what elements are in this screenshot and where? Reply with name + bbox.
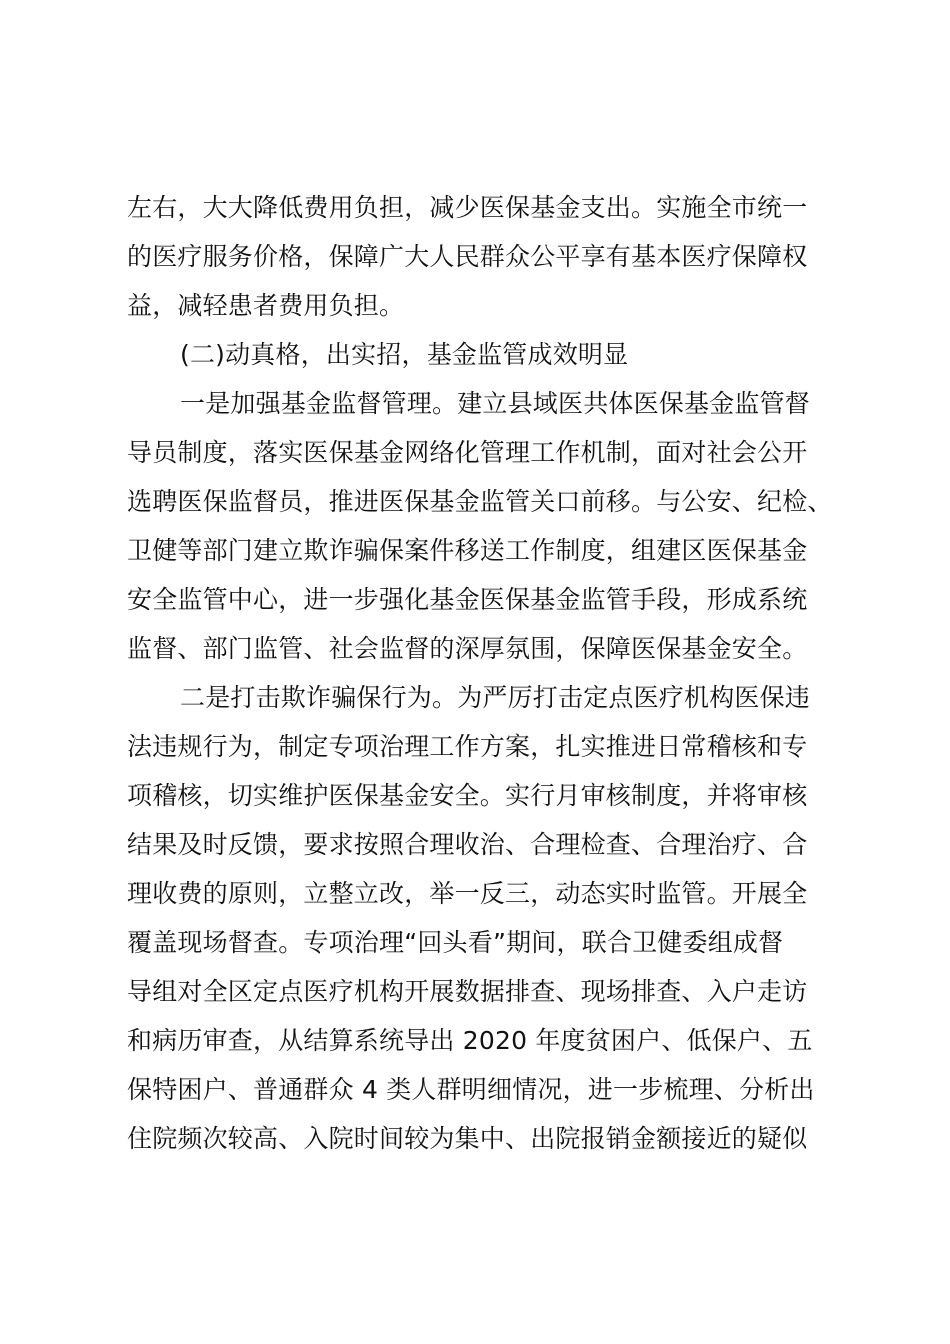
- text-line: 项稽核，切实维护医保基金安全。实行月审核制度，并将审核: [127, 781, 808, 810]
- text-line: 监督、部门监管、社会监督的深厚氛围，保障医保基金安全。: [127, 634, 808, 663]
- text-line: 左右，大大降低费用负担，减少医保基金支出。实施全市统一: [127, 193, 808, 222]
- text-line: 理收费的原则，立整立改，举一反三，动态实时监管。开展全: [127, 879, 808, 908]
- text-line: 法违规行为，制定专项治理工作方案，扎实推进日常稽核和专: [127, 732, 808, 761]
- text-line: 安全监管中心，进一步强化基金医保基金监管手段，形成系统: [127, 585, 808, 614]
- text-line: 导组对全区定点医疗机构开展数据排查、现场排查、入户走访: [127, 977, 808, 1006]
- text-line: 保特困户、普通群众 4 类人群明细情况，进一步梳理、分析出: [127, 1075, 815, 1104]
- text-line: 覆盖现场督查。专项治理“回头看”期间，联合卫健委组成督: [127, 928, 784, 957]
- text-line: 结果及时反馈，要求按照合理收治、合理检查、合理治疗、合: [127, 830, 808, 859]
- text-line: 的医疗服务价格，保障广大人民群众公平享有基本医疗保障权: [127, 242, 808, 271]
- text-line: 住院频次较高、入院时间较为集中、出院报销金额接近的疑似: [127, 1124, 808, 1153]
- paragraph-start-line: 二是打击欺诈骗保行为。为严厉打击定点医疗机构医保违: [180, 683, 811, 712]
- text-line: 和病历审查，从结算系统导出 2020 年度贫困户、低保户、五: [127, 1026, 813, 1055]
- text-line: 益，减轻患者费用负担。: [127, 291, 405, 320]
- text-line: 导员制度，落实医保基金网络化管理工作机制，面对社会公开: [127, 438, 808, 467]
- text-line: 选聘医保监督员，推进医保基金监管关口前移。与公安、纪检、: [127, 487, 833, 516]
- text-line: 卫健等部门建立欺诈骗保案件移送工作制度，组建区医保基金: [127, 536, 808, 565]
- document-body: [127, 183, 837, 1163]
- paragraph-start-line: 一是加强基金监督管理。建立县域医共体医保基金监管督: [180, 389, 811, 418]
- section-heading: (二)动真格，出实招，基金监管成效明显: [180, 340, 629, 369]
